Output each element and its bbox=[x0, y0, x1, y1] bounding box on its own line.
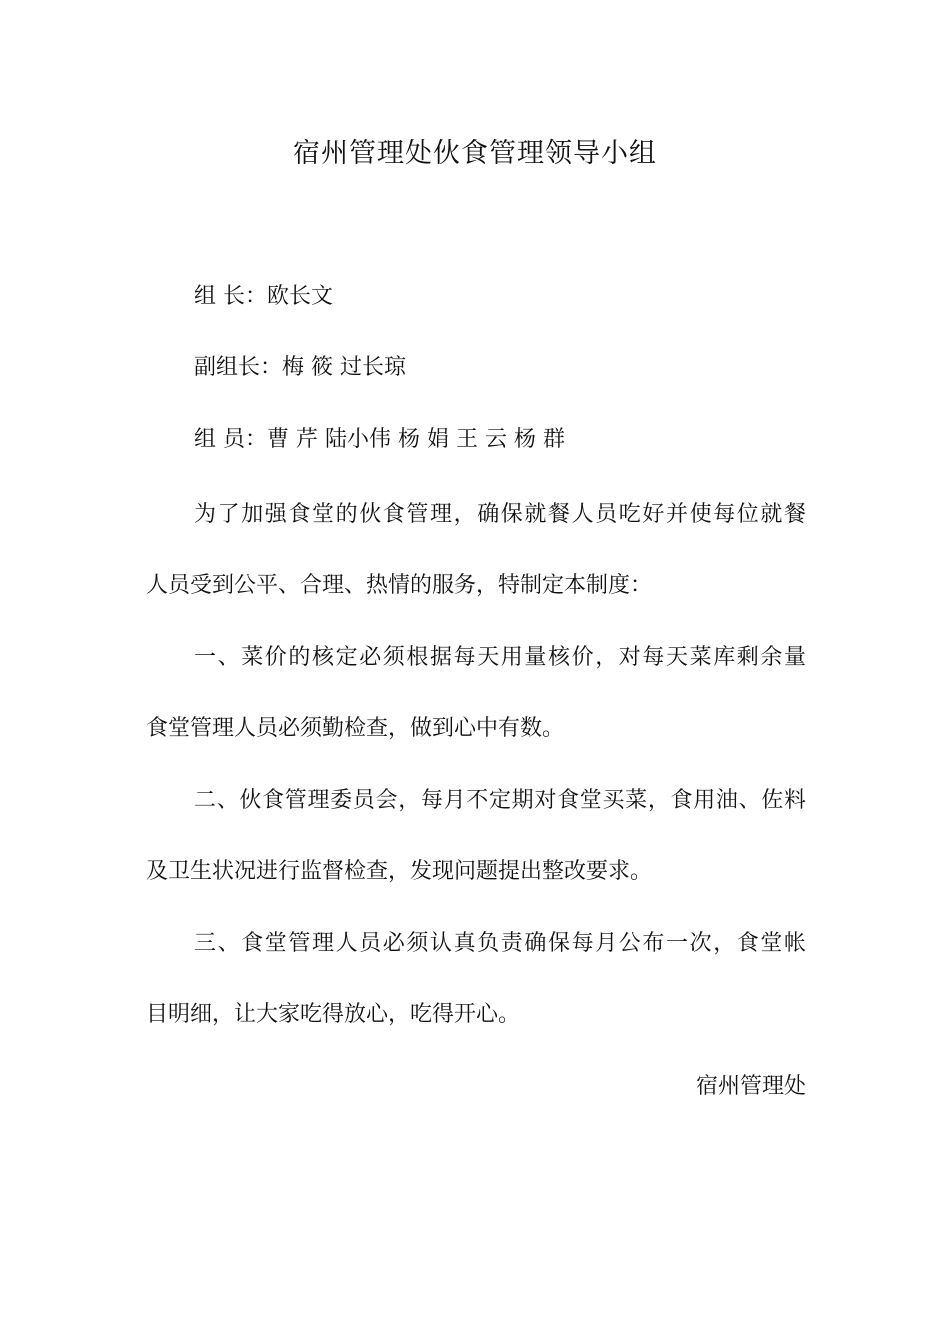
rule-2-line-1: 二、伙食管理委员会，每月不定期对食堂买菜，食用油、佐料 bbox=[194, 788, 806, 813]
rule-1-line-1: 一、菜价的核定必须根据每天用量核价，对每天菜库剩余量 bbox=[194, 645, 806, 670]
signature: 宿州管理处 bbox=[695, 1074, 806, 1099]
rule-2-line-2: 及卫生状况进行监督检查，发现问题提出整改要求。 bbox=[146, 859, 653, 884]
deputy-line: 副组长：梅 筱 过长琼 bbox=[194, 355, 406, 380]
intro-paragraph-line-2: 人员受到公平、合理、热情的服务，特制定本制度： bbox=[146, 573, 653, 598]
leader-line: 组 长：欧长文 bbox=[194, 284, 333, 309]
document-title: 宿州管理处伙食管理领导小组 bbox=[293, 138, 657, 169]
rule-3-line-1: 三、食堂管理人员必须认真负责确保每月公布一次，食堂帐 bbox=[194, 931, 806, 956]
rule-3-line-2: 目明细，让大家吃得放心，吃得开心。 bbox=[146, 1002, 521, 1027]
intro-paragraph-line-1: 为了加强食堂的伙食管理，确保就餐人员吃好并使每位就餐 bbox=[194, 502, 806, 527]
rule-1-line-2: 食堂管理人员必须勤检查，做到心中有数。 bbox=[146, 716, 565, 741]
members-line: 组 员：曹 芹 陆小伟 杨 娟 王 云 杨 群 bbox=[194, 427, 565, 452]
